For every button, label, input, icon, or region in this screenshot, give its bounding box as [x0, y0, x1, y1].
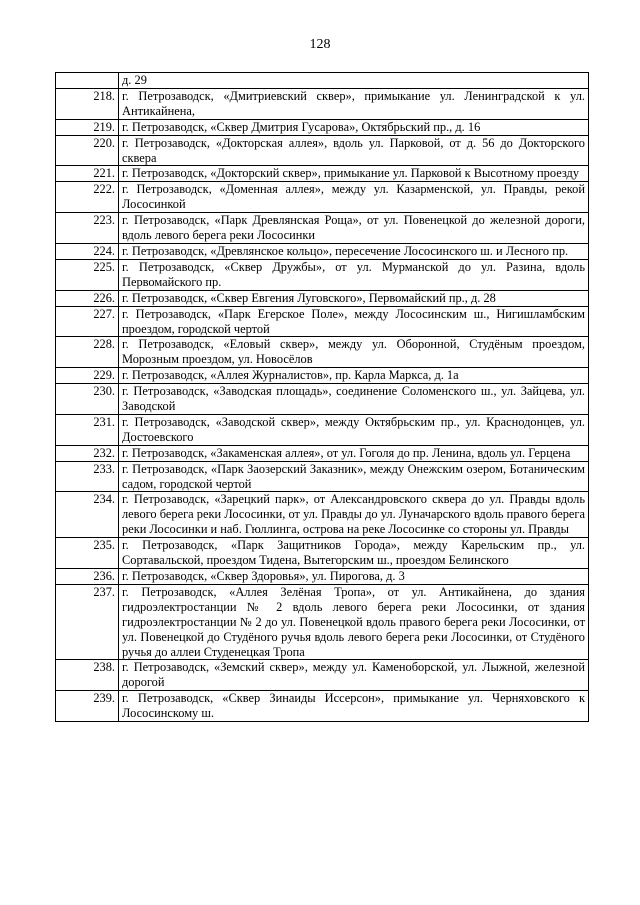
row-description: г. Петрозаводск, «Заводская площадь», соединение Соломенского ш., ул. Зайцева, ул. Заводской: [119, 384, 589, 415]
row-number: 222.: [56, 182, 119, 213]
row-description: г. Петрозаводск, «Сквер Здоровья», ул. Пирогова, д. 3: [119, 569, 589, 585]
row-number: 235.: [56, 538, 119, 569]
table-row: [56, 368, 589, 384]
table-row: [56, 569, 589, 585]
table-row: [56, 135, 589, 166]
row-description: г. Петрозаводск, «Сквер Евгения Луговского», Первомайский пр., д. 28: [119, 290, 589, 306]
table-row: [56, 414, 589, 445]
row-description: г. Петрозаводск, «Сквер Зинаиды Иссерсон», примыкание ул. Черняховского к Лососинскому ш.: [119, 691, 589, 722]
row-number: 232.: [56, 445, 119, 461]
table-row: [56, 290, 589, 306]
table-row: [56, 166, 589, 182]
row-number: 234.: [56, 492, 119, 538]
table-row: [56, 73, 589, 89]
row-description: г. Петрозаводск, «Древлянское кольцо», пересечение Лососинского ш. и Лесного пр.: [119, 243, 589, 259]
row-description: г. Петрозаводск, «Аллея Журналистов», пр. Карла Маркса, д. 1а: [119, 368, 589, 384]
row-description: г. Петрозаводск, «Докторская аллея», вдоль ул. Парковой, от д. 56 до Докторского сквера: [119, 135, 589, 166]
row-number: 229.: [56, 368, 119, 384]
table-row: [56, 182, 589, 213]
row-description: г. Петрозаводск, «Парк Заозерский Заказник», между Онежским озером, Ботаническим садом, городской чертой: [119, 461, 589, 492]
table-row: [56, 584, 589, 660]
row-number: 218.: [56, 88, 119, 119]
row-description: г. Петрозаводск, «Парк Древлянская Роща», от ул. Повенецкой до железной дороги, вдоль левого берега реки Лососинки: [119, 213, 589, 244]
row-description: г. Петрозаводск, «Доменная аллея», между ул. Казарменской, ул. Правды, рекой Лососинкой: [119, 182, 589, 213]
table-row: [56, 538, 589, 569]
row-description: г. Петрозаводск, «Дмитриевский сквер», примыкание ул. Ленинградской к ул. Антикайнена,: [119, 88, 589, 119]
row-number: 239.: [56, 691, 119, 722]
row-number: 227.: [56, 306, 119, 337]
row-description: г. Петрозаводск, «Парк Защитников Города», между Карельским пр., ул. Сортавальской, проездом Тидена, Вытегорским ш., проездом Белинского: [119, 538, 589, 569]
table-row: [56, 88, 589, 119]
row-number: 224.: [56, 243, 119, 259]
page-number: 128: [309, 37, 331, 52]
table-row: [56, 384, 589, 415]
row-number: 237.: [56, 584, 119, 660]
row-number: 221.: [56, 166, 119, 182]
table-row: [56, 660, 589, 691]
row-description: г. Петрозаводск, «Заводской сквер», между Октябрьским пр., ул. Краснодонцев, ул. Достоевского: [119, 414, 589, 445]
row-description: г. Петрозаводск, «Парк Егерское Поле», между Лососинским ш., Нигишламбским проездом, городской чертой: [119, 306, 589, 337]
row-description: г. Петрозаводск, «Земский сквер», между ул. Каменоборской, ул. Лыжной, железной дорогой: [119, 660, 589, 691]
table-row: [56, 461, 589, 492]
row-number: 225.: [56, 259, 119, 290]
row-number: 223.: [56, 213, 119, 244]
row-number: 220.: [56, 135, 119, 166]
row-number: [56, 73, 119, 89]
row-description: г. Петрозаводск, «Аллея Зелёная Тропа», от ул. Антикайнена, до здания гидроэлектростанции № 2 вдоль левого берега реки Лососинки, от здания гидроэлектростанции № 2 до ул. Повенецкой вдоль правого берега реки Лососинки, от ул. Повенецкой до Студёного ручья вдоль левого берега реки Лососинки, от Студёного ручья до аллеи Студенецкая Тропа: [119, 584, 589, 660]
registry-table-body: [56, 73, 589, 722]
row-number: 226.: [56, 290, 119, 306]
row-number: 236.: [56, 569, 119, 585]
row-description: г. Петрозаводск, «Еловый сквер», между ул. Оборонной, Студёным проездом, Морозным проездом, ул. Новосёлов: [119, 337, 589, 368]
table-row: [56, 259, 589, 290]
table-row: [56, 306, 589, 337]
row-number: 219.: [56, 119, 119, 135]
table-row: [56, 213, 589, 244]
row-description: г. Петрозаводск, «Докторский сквер», примыкание ул. Парковой к Высотному проезду: [119, 166, 589, 182]
table-row: [56, 243, 589, 259]
row-number: 238.: [56, 660, 119, 691]
row-number: 228.: [56, 337, 119, 368]
table-row: [56, 492, 589, 538]
table-row: [56, 119, 589, 135]
row-description: г. Петрозаводск, «Закаменская аллея», от ул. Гоголя до пр. Ленина, вдоль ул. Герцена: [119, 445, 589, 461]
registry-table: [55, 72, 589, 722]
table-row: [56, 337, 589, 368]
row-description: г. Петрозаводск, «Зарецкий парк», от Александровского сквера до ул. Правды вдоль левого берега реки Лососинки, от ул. Правды до ул. Луначарского вдоль правого берега реки Лососинки и наб. Гюллинга, острова на реке Лососинке со стороны ул. Правды: [119, 492, 589, 538]
row-number: 233.: [56, 461, 119, 492]
table-row: [56, 691, 589, 722]
row-number: 231.: [56, 414, 119, 445]
row-description: г. Петрозаводск, «Сквер Дружбы», от ул. Мурманской до ул. Разина, вдоль Первомайского пр.: [119, 259, 589, 290]
row-description: д. 29: [119, 73, 589, 89]
row-description: г. Петрозаводск, «Сквер Дмитрия Гусарова», Октябрьский пр., д. 16: [119, 119, 589, 135]
row-number: 230.: [56, 384, 119, 415]
table-row: [56, 445, 589, 461]
